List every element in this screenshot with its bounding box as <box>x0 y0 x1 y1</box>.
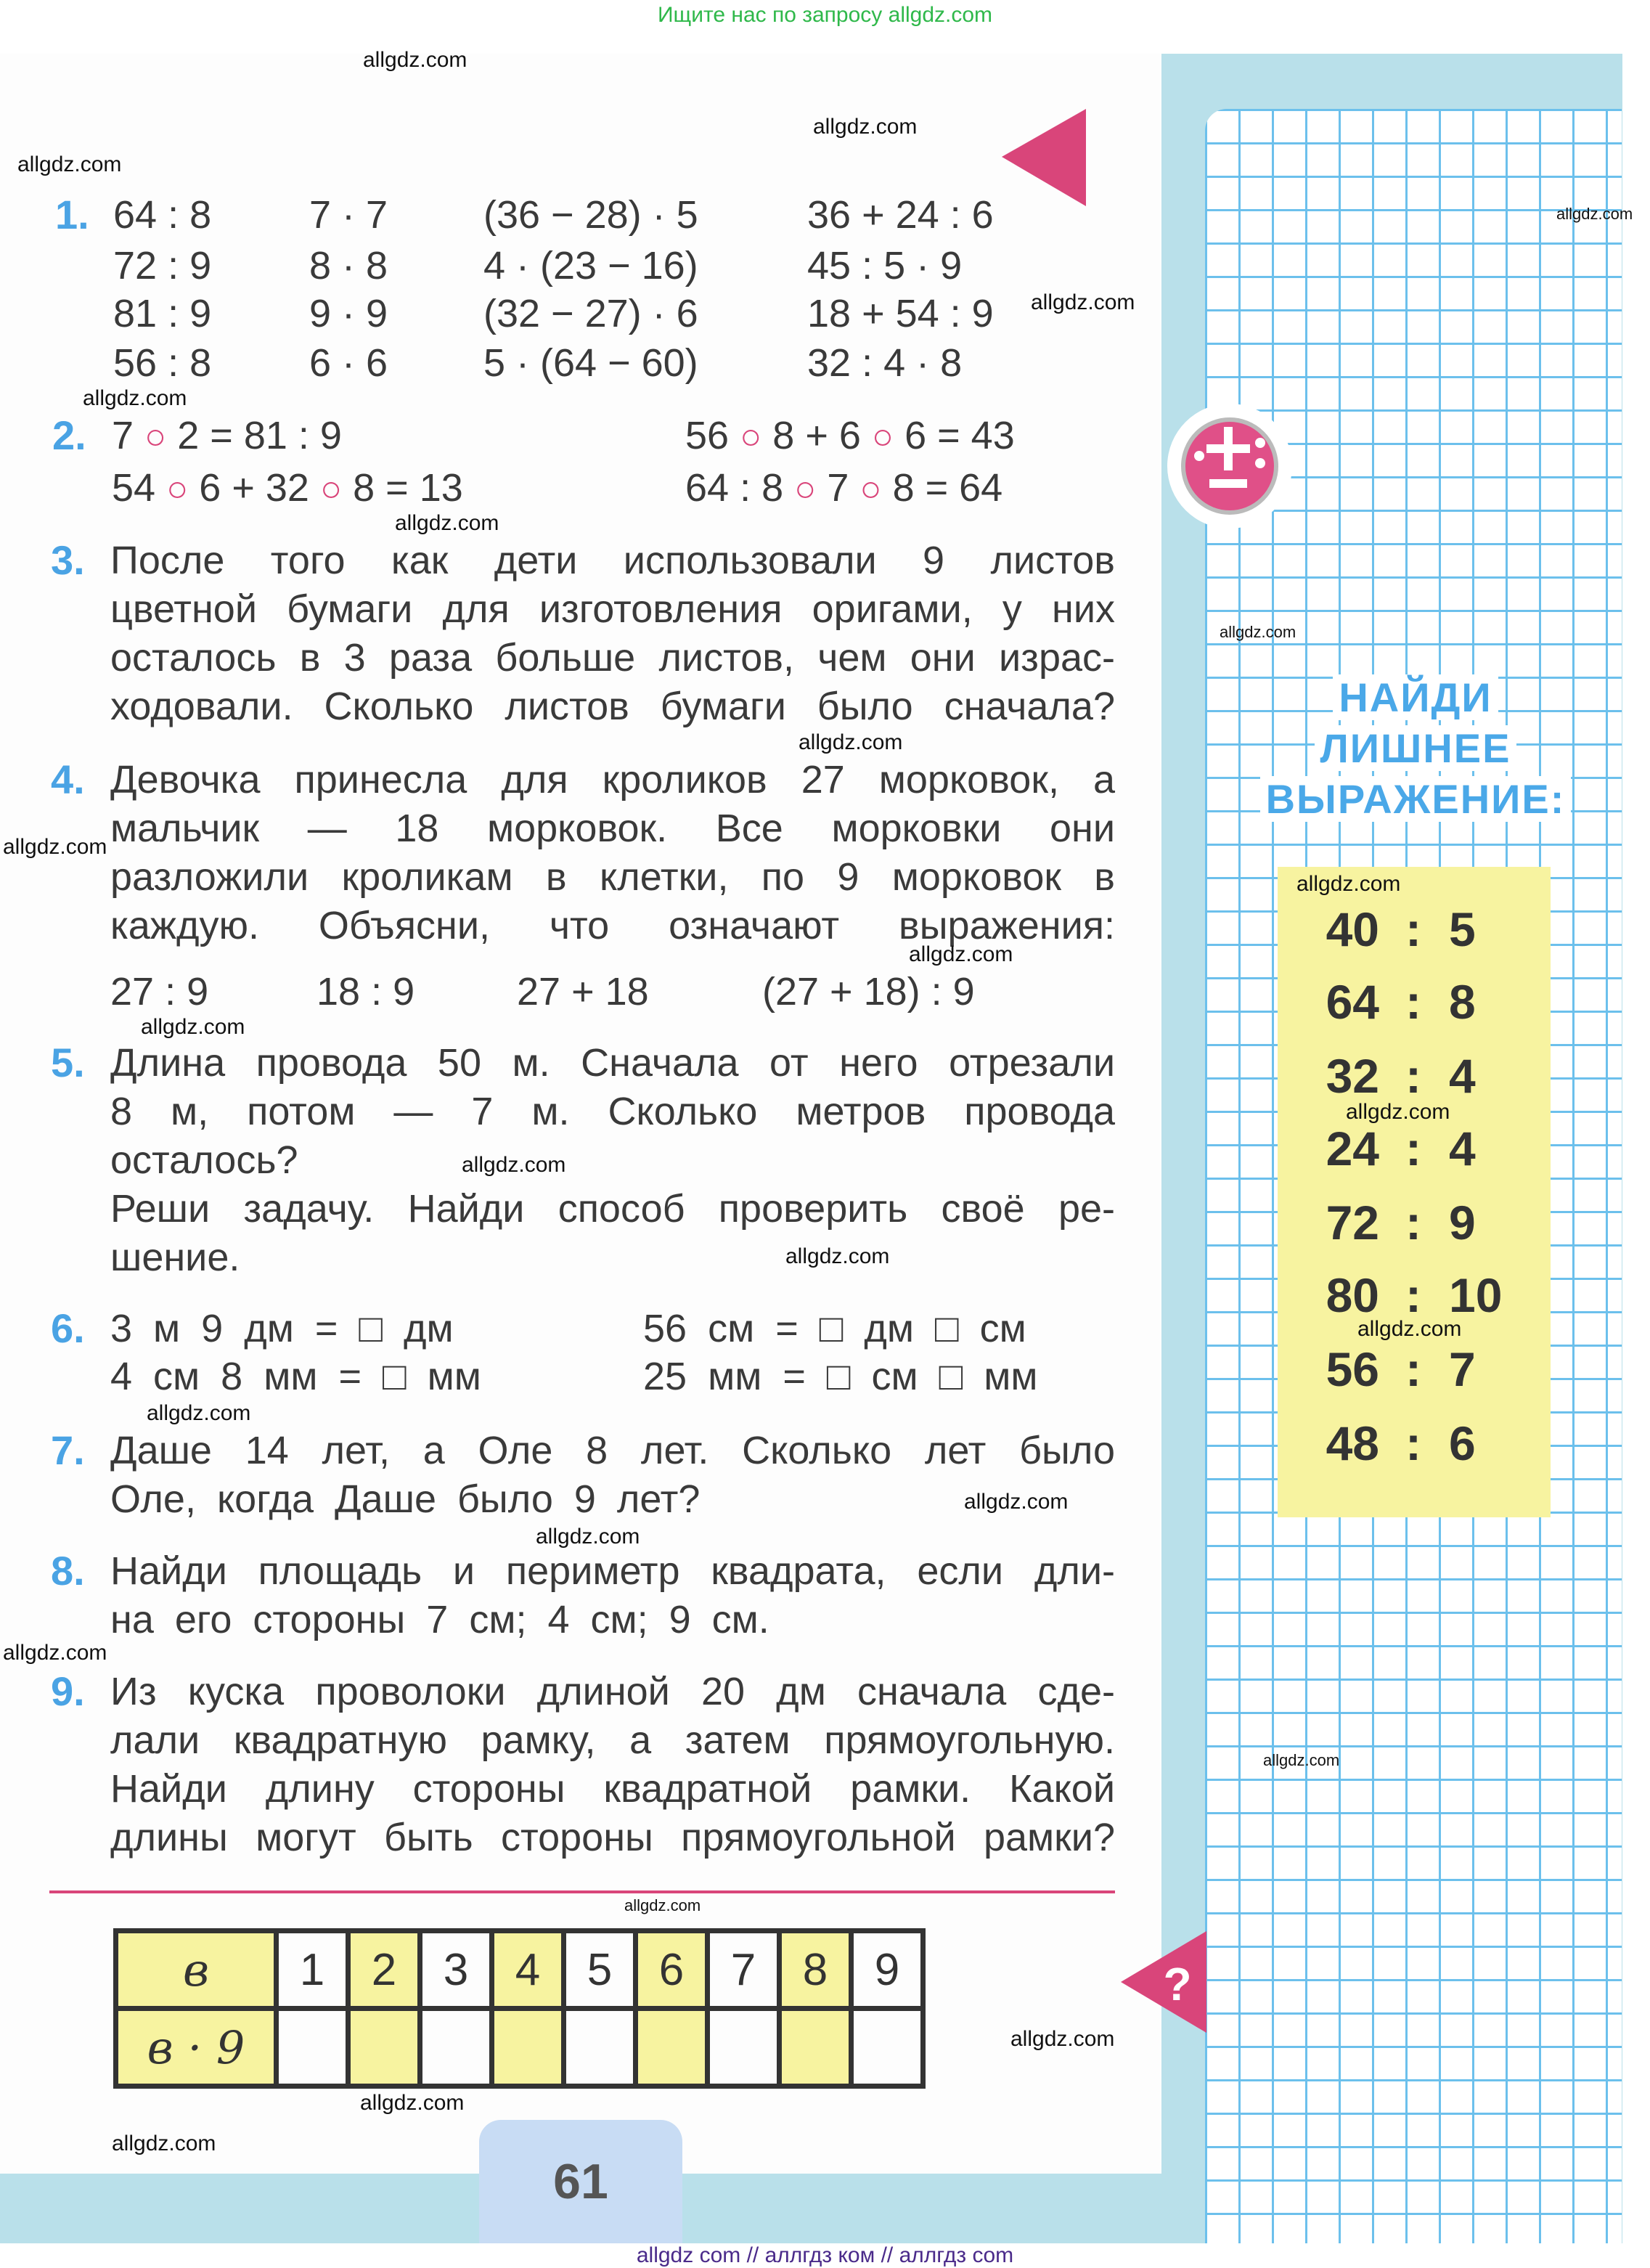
watermark[interactable]: allgdz.com <box>813 115 918 139</box>
colon: : <box>1405 1049 1421 1103</box>
colon: : <box>1405 902 1421 956</box>
watermark[interactable]: allgdz.com <box>141 1015 245 1039</box>
table-cell: 7 <box>708 1931 780 2009</box>
expression: (36 − 28) · 5 <box>483 193 698 237</box>
operation-circle[interactable]: ○ <box>859 468 882 509</box>
answer-cell[interactable] <box>492 2009 564 2087</box>
watermark[interactable]: allgdz.com <box>799 730 903 754</box>
expression: 5 · (64 − 60) <box>483 341 698 385</box>
watermark[interactable]: allgdz.com <box>1010 2027 1115 2051</box>
dividend: 24 <box>1326 1122 1379 1175</box>
divisor: 8 <box>1449 975 1476 1029</box>
operation-circle[interactable]: ○ <box>166 468 189 509</box>
watermark[interactable]: allgdz.com <box>536 1525 640 1549</box>
watermark[interactable]: allgdz.com <box>462 1153 566 1177</box>
problem-text-line: каждую. Объясни, что означают выражения: <box>110 904 1115 947</box>
question-mark-icon: ? <box>1163 1958 1192 2010</box>
colon: : <box>1405 1268 1421 1322</box>
expression: 9 · 9 <box>309 292 388 335</box>
watermark[interactable]: allgdz.com <box>785 1244 890 1268</box>
dividend: 72 <box>1326 1196 1379 1249</box>
watermark[interactable]: allgdz.com <box>1346 1100 1450 1124</box>
dividend: 80 <box>1326 1268 1379 1322</box>
watermark[interactable]: allgdz.com <box>1296 872 1401 896</box>
divider-line <box>49 1890 1115 1893</box>
operation-circle[interactable]: ○ <box>794 468 817 509</box>
expression: 27 + 18 <box>517 970 649 1013</box>
table-cell: 3 <box>420 1931 492 2009</box>
table-cell: 5 <box>564 1931 636 2009</box>
expression: 7 · 7 <box>309 193 388 237</box>
table-cell: 6 <box>636 1931 708 2009</box>
expression: 64 : 8 <box>113 193 212 237</box>
divisor: 6 <box>1449 1416 1476 1470</box>
expression: 18 + 54 : 9 <box>807 292 994 335</box>
problem-text-line: осталось? <box>110 1138 298 1182</box>
pink-corner-triangle <box>1002 109 1086 206</box>
answer-cell[interactable] <box>851 2009 923 2087</box>
problem-text-line: цветной бумаги для изготовления оригами, у них <box>110 587 1115 631</box>
watermark[interactable]: allgdz.com <box>83 386 187 410</box>
side-title-line: ВЫРАЖЕНИЕ: <box>1260 776 1572 822</box>
conversion: 25 мм = □ см □ мм <box>643 1355 1038 1398</box>
plus-minus-divide-icon <box>1167 404 1292 529</box>
answer-cell[interactable] <box>348 2009 420 2087</box>
exercise-number: 3. <box>51 537 85 583</box>
answer-cell[interactable] <box>708 2009 780 2087</box>
exercise-number: 1. <box>55 192 89 237</box>
table-cell: 9 <box>851 1931 923 2009</box>
expression: (27 + 18) : 9 <box>762 970 975 1013</box>
problem-text-line: длины могут быть стороны прямоугольной рамки? <box>110 1816 1115 1859</box>
dividend: 40 <box>1326 902 1379 956</box>
divisor: 9 <box>1449 1196 1476 1249</box>
problem-text-line: Найди длину стороны квадратной рамки. Какой <box>110 1767 1115 1811</box>
watermark[interactable]: allgdz.com <box>1357 1317 1462 1341</box>
colon: : <box>1405 1122 1421 1175</box>
problem-text-line: осталось в 3 раза больше листов, чем они израс- <box>110 636 1115 680</box>
divisor: 5 <box>1449 902 1476 956</box>
answer-cell[interactable] <box>277 2009 348 2087</box>
exercise-number: 2. <box>52 412 86 458</box>
problem-text-line: Реши задачу. Найди способ проверить своё ре- <box>110 1187 1115 1231</box>
expression: 4 · (23 − 16) <box>483 244 698 287</box>
expression: 45 : 5 · 9 <box>807 244 963 287</box>
side-title-line: НАЙДИ <box>1333 674 1498 720</box>
expression: 81 : 9 <box>113 292 212 335</box>
expression: 27 : 9 <box>110 970 209 1013</box>
problem-text-line: Из куска проволоки длиной 20 дм сначала сде- <box>110 1670 1115 1713</box>
problem-text-line: Оле, когда Даше было 9 лет? <box>110 1477 701 1521</box>
divisor: 7 <box>1449 1342 1476 1396</box>
colon: : <box>1405 1196 1421 1249</box>
answer-cell[interactable] <box>564 2009 636 2087</box>
dividend: 64 <box>1326 975 1379 1029</box>
watermark[interactable]: allgdz.com <box>17 152 122 176</box>
operation-circle[interactable]: ○ <box>144 416 167 457</box>
divisor: 4 <box>1449 1122 1476 1175</box>
problem-text-line: ходовали. Сколько листов бумаги было сначала? <box>110 685 1115 728</box>
equation: 54 ○ 6 + 32 ○ 8 = 13 <box>112 466 463 510</box>
problem-text-line: Длина провода 50 м. Сначала от него отрезали <box>110 1041 1115 1085</box>
watermark[interactable]: allgdz.com <box>1031 290 1135 314</box>
problem-text-line: 8 м, потом — 7 м. Сколько метров провода <box>110 1090 1115 1133</box>
footer-links[interactable]: allgdz com // аллгдз ком // аллгдз com <box>636 2243 1014 2267</box>
expression: (32 − 27) · 6 <box>483 292 698 335</box>
watermark[interactable]: allgdz.com <box>3 835 107 859</box>
watermark[interactable]: allgdz.com <box>112 2132 216 2155</box>
search-banner[interactable]: Ищите нас по запросу allgdz.com <box>657 3 993 27</box>
problem-text-line: шение. <box>110 1236 240 1279</box>
expression: 36 + 24 : 6 <box>807 193 994 237</box>
expression: 72 : 9 <box>113 244 212 287</box>
colon: : <box>1405 975 1421 1029</box>
answer-cell[interactable] <box>780 2009 851 2087</box>
exercise-number: 6. <box>51 1305 85 1351</box>
watermark[interactable]: allgdz.com <box>1556 205 1633 223</box>
watermark[interactable]: allgdz.com <box>909 942 1013 966</box>
answer-cell[interactable] <box>420 2009 492 2087</box>
watermark[interactable]: allgdz.com <box>395 511 499 535</box>
problem-text-line: После того как дети использовали 9 листов <box>110 539 1115 582</box>
equation: 56 ○ 8 + 6 ○ 6 = 43 <box>685 414 1015 457</box>
dividend: 32 <box>1326 1049 1379 1103</box>
expression: 18 : 9 <box>316 970 415 1013</box>
side-title <box>1249 672 1582 825</box>
answer-cell[interactable] <box>636 2009 708 2087</box>
table-row <box>116 1931 923 2009</box>
watermark[interactable]: allgdz.com <box>3 1641 107 1665</box>
operation-circle[interactable]: ○ <box>871 416 894 457</box>
problem-text-line: Найди площадь и периметр квадрата, если дли- <box>110 1549 1115 1593</box>
operation-circle[interactable]: ○ <box>740 416 762 457</box>
row-label: в <box>116 1931 277 2009</box>
exercise-number: 7. <box>51 1427 85 1473</box>
expression: 6 · 6 <box>309 341 388 385</box>
table-row <box>116 2009 923 2087</box>
conversion: 4 см 8 мм = □ мм <box>110 1355 481 1398</box>
row-label: в · 9 <box>116 2009 277 2087</box>
problem-text-line: мальчик — 18 морковок. Все морковки они <box>110 807 1115 850</box>
colon: : <box>1405 1342 1421 1396</box>
exercise-number: 4. <box>51 756 85 802</box>
watermark[interactable]: allgdz.com <box>964 1490 1069 1514</box>
table-cell: 1 <box>277 1931 348 2009</box>
colon: : <box>1405 1416 1421 1470</box>
problem-text-line: разложили кроликам в клетки, по 9 морковок в <box>110 855 1115 899</box>
watermark[interactable]: allgdz.com <box>624 1896 701 1914</box>
problem-text-line: Даше 14 лет, а Оле 8 лет. Сколько лет было <box>110 1429 1115 1472</box>
table-cell: 4 <box>492 1931 564 2009</box>
multiplication-table <box>113 1928 926 2089</box>
expression: 32 : 4 · 8 <box>807 341 963 385</box>
side-title-line: ЛИШНЕЕ <box>1315 725 1517 771</box>
expression: 8 · 8 <box>309 244 388 287</box>
equation: 7 ○ 2 = 81 : 9 <box>112 414 342 457</box>
page-number-tab <box>479 2120 682 2243</box>
dividend: 56 <box>1326 1342 1379 1396</box>
page-number: 61 <box>553 2154 608 2209</box>
watermark[interactable]: allgdz.com <box>360 2091 465 2115</box>
equation: 64 : 8 ○ 7 ○ 8 = 64 <box>685 466 1003 510</box>
problem-text-line: лали квадратную рамку, а затем прямоугольную. <box>110 1718 1115 1762</box>
watermark[interactable]: allgdz.com <box>1263 1751 1340 1769</box>
table-cell: 2 <box>348 1931 420 2009</box>
exercise-number: 5. <box>51 1040 85 1085</box>
expression: 56 : 8 <box>113 341 212 385</box>
exercise-number: 8. <box>51 1548 85 1594</box>
table-cell: 8 <box>780 1931 851 2009</box>
divisor: 10 <box>1449 1268 1503 1322</box>
operation-circle[interactable]: ○ <box>319 468 343 509</box>
exercise-number: 9. <box>51 1668 85 1714</box>
watermark[interactable]: allgdz.com <box>1220 623 1296 641</box>
conversion: 3 м 9 дм = □ дм <box>110 1307 454 1350</box>
problem-text-line: Девочка принесла для кроликов 27 морковок, а <box>110 758 1115 801</box>
conversion: 56 см = □ дм □ см <box>643 1307 1026 1350</box>
problem-text-line: на его стороны 7 см; 4 см; 9 см. <box>110 1598 769 1641</box>
watermark[interactable]: allgdz.com <box>363 48 467 72</box>
watermark[interactable]: allgdz.com <box>147 1401 251 1425</box>
dividend: 48 <box>1326 1416 1379 1470</box>
divisor: 4 <box>1449 1049 1476 1103</box>
